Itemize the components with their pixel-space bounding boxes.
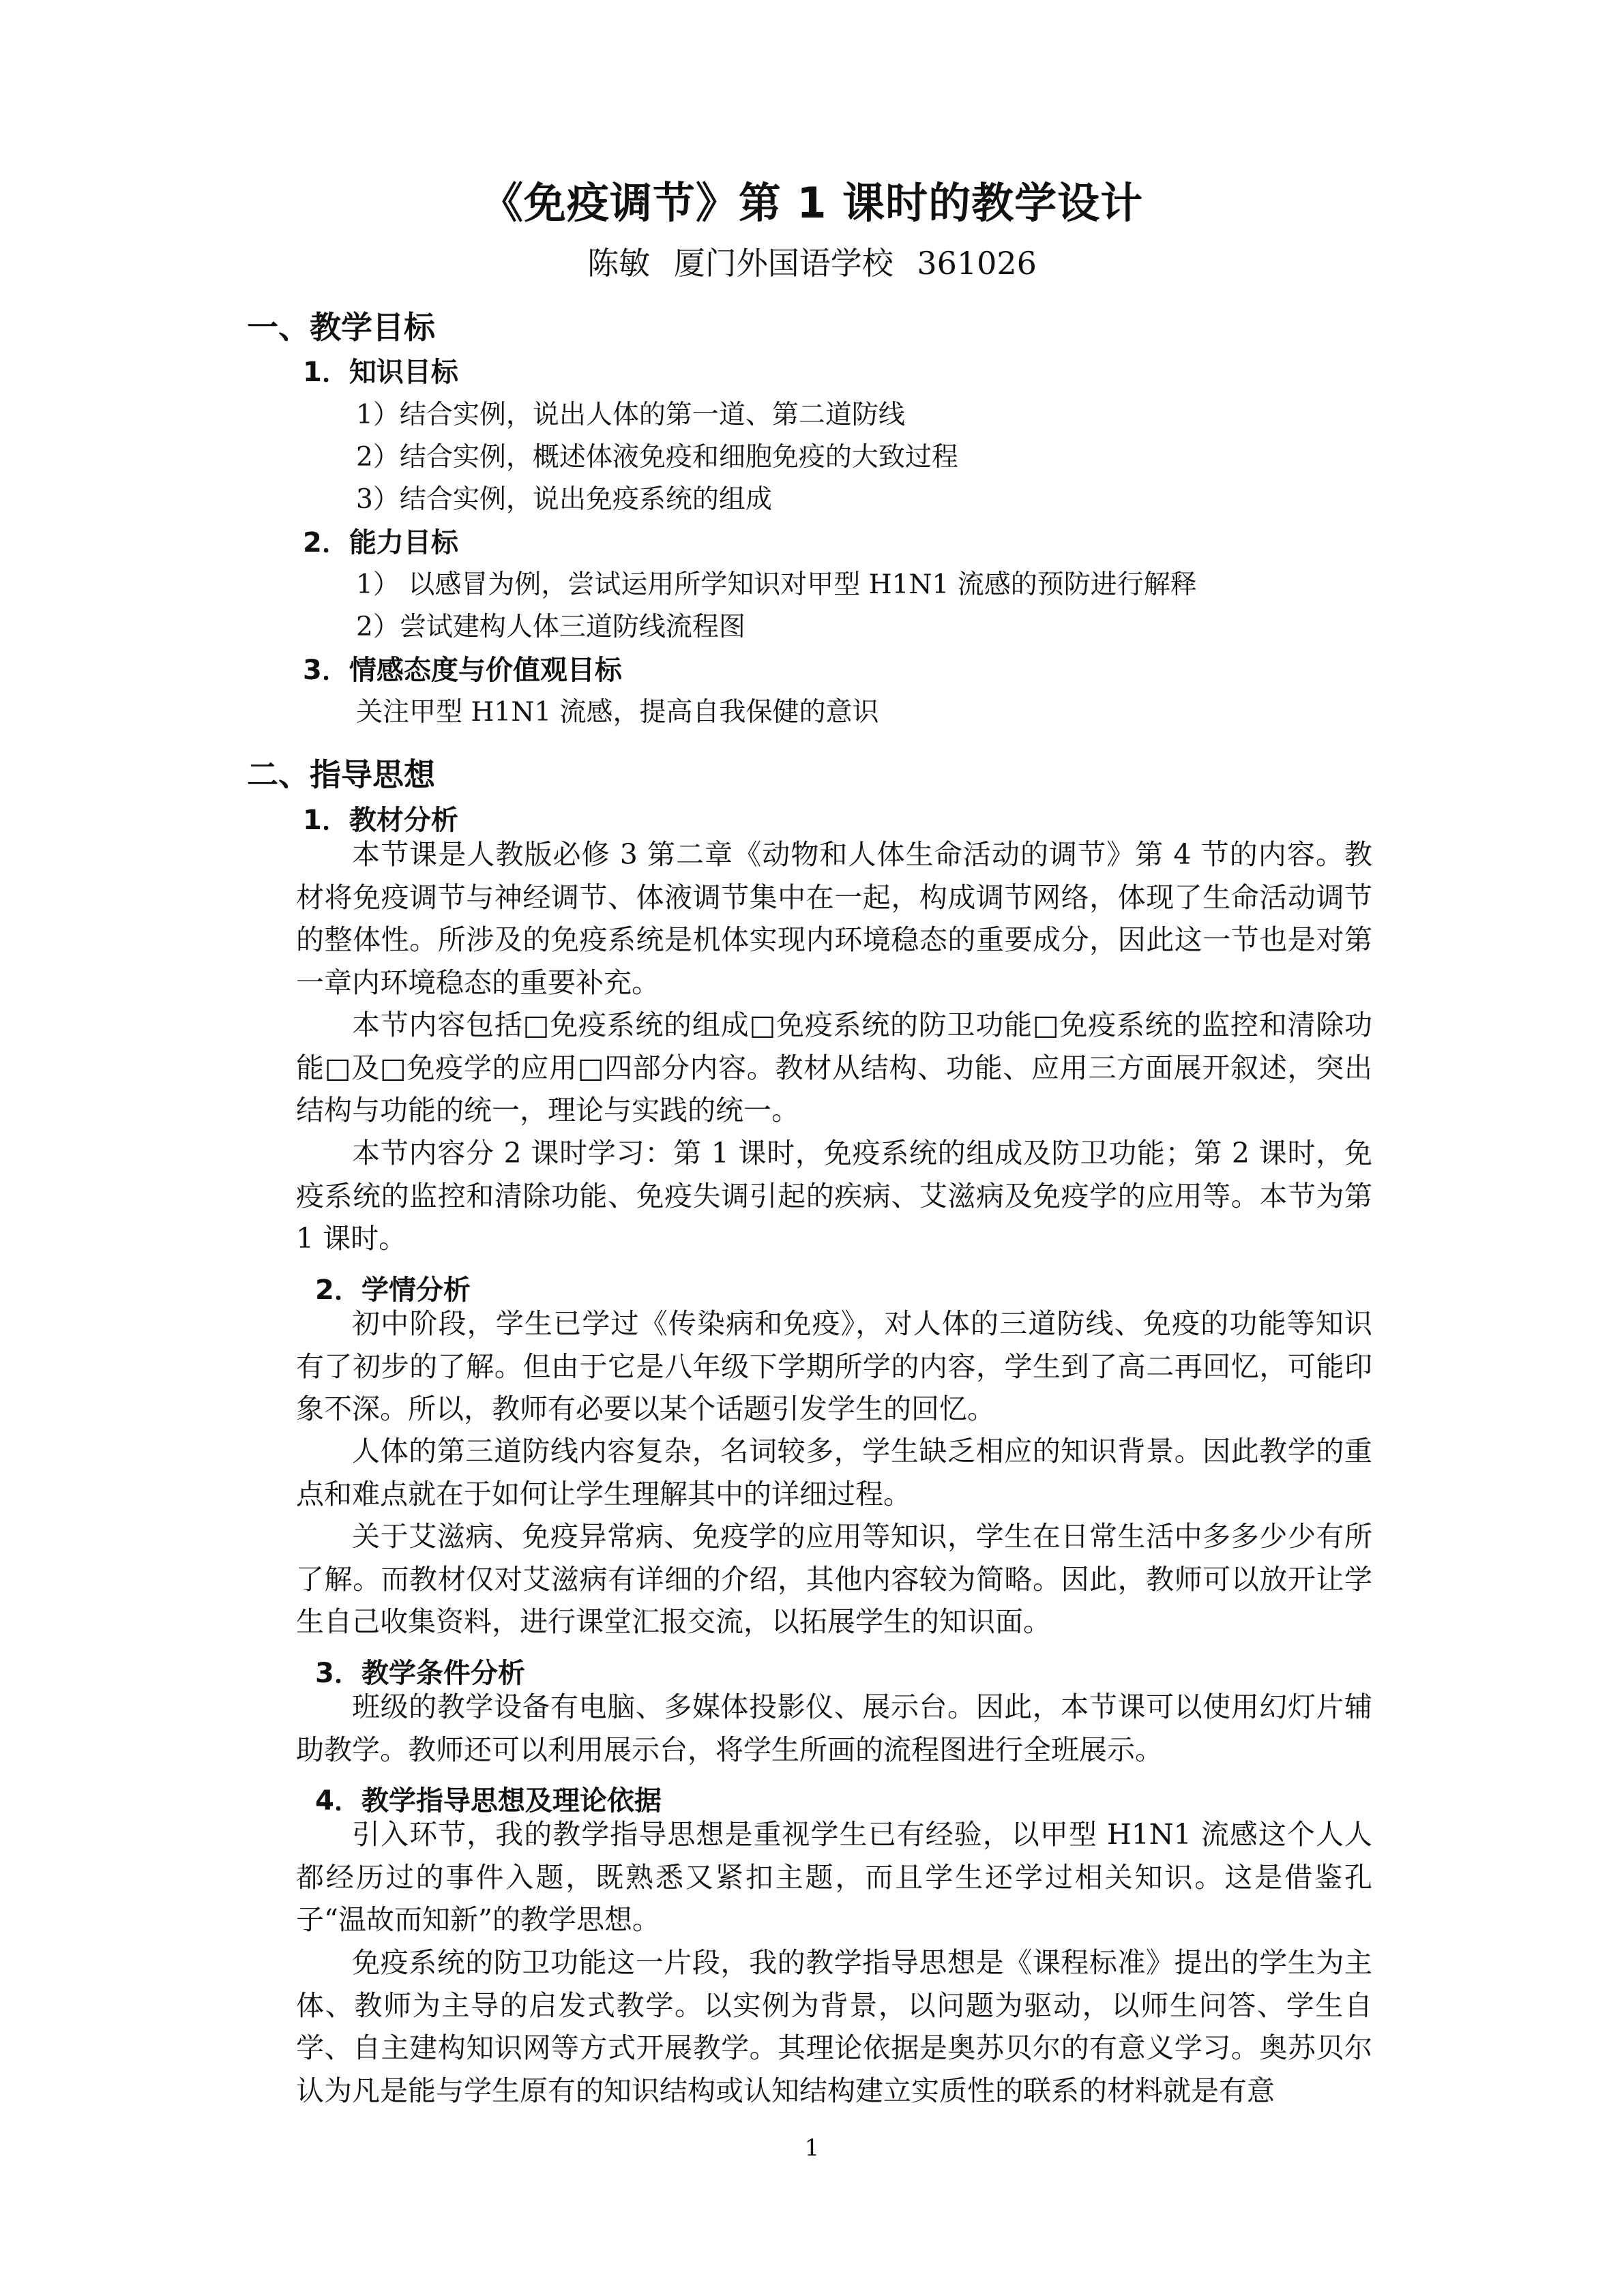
list-item: 1） 以感冒为例，尝试运用所学知识对甲型 H1N1 流感的预防进行解释: [356, 569, 1197, 600]
section-heading-guiding-ideas: 二、指导思想: [247, 756, 435, 793]
body-paragraph: 引入环节，我的教学指导思想是重视学生已有经验，以甲型 H1N1 流感这个人人都经历过的事件入题，既熟悉又紧扣主题，而且学生还学过相关知识。这是借鉴孔子“温故而知新”的教学思想。: [296, 1818, 1372, 1936]
subheading-ability-goals: 2．能力目标: [303, 527, 458, 558]
body-paragraph: 关于艾滋病、免疫异常病、免疫学的应用等知识，学生在日常生活中多多少少有所了解。而教材仅对艾滋病有详细的介绍，其他内容较为简略。因此，教师可以放开让学生自己收集资料，进行课堂汇报交流，以拓展学生的知识面。: [296, 1520, 1372, 1638]
list-item: 2）尝试建构人体三道防线流程图: [356, 612, 745, 642]
subheading-textbook-analysis: 1．教材分析: [303, 805, 458, 836]
author-byline: 陈敏 厦门外国语学校 361026: [587, 245, 1037, 282]
list-item: 2）结合实例，概述体液免疫和细胞免疫的大致过程: [356, 442, 958, 473]
subheading-conditions-analysis: 3．教学条件分析: [315, 1658, 525, 1689]
list-item: 1）结合实例，说出人体的第一道、第二道防线: [356, 400, 905, 430]
list-item: 关注甲型 H1N1 流感，提高自我保健的意识: [356, 697, 879, 728]
list-item: 3）结合实例，说出免疫系统的组成: [356, 484, 772, 515]
body-paragraph: 本节内容包括□免疫系统的组成□免疫系统的防卫功能□免疫系统的监控和清除功能□及□免疫学的应用□四部分内容。教材从结构、功能、应用三方面展开叙述，突出结构与功能的统一，理论与实践的统一。: [296, 1009, 1372, 1127]
body-paragraph: 班级的教学设备有电脑、多媒体投影仪、展示台。因此，本节课可以使用幻灯片辅助教学。教师还可以利用展示台，将学生所画的流程图进行全班展示。: [296, 1690, 1372, 1766]
subheading-student-analysis: 2．学情分析: [315, 1274, 471, 1306]
subheading-guiding-theory: 4．教学指导思想及理论依据: [315, 1785, 662, 1817]
body-paragraph: 人体的第三道防线内容复杂，名词较多，学生缺乏相应的知识背景。因此教学的重点和难点就在于如何让学生理解其中的详细过程。: [296, 1435, 1372, 1510]
subheading-attitude-goals: 3．情感态度与价值观目标: [303, 655, 622, 686]
section-heading-objectives: 一、教学目标: [247, 309, 435, 346]
document-title: 《免疫调节》第 1 课时的教学设计: [480, 178, 1144, 228]
body-paragraph: 本节课是人教版必修 3 第二章《动物和人体生命活动的调节》第 4 节的内容。教材将免疫调节与神经调节、体液调节集中在一起，构成调节网络，体现了生命活动调节的整体性。所涉及的免疫系统是机体实现内环境稳态的重要成分，因此这一节也是对第一章内环境稳态的重要补充。: [296, 838, 1372, 999]
body-paragraph: 本节内容分 2 课时学习：第 1 课时，免疫系统的组成及防卫功能；第 2 课时，免疫系统的监控和清除功能、免疫失调引起的疾病、艾滋病及免疫学的应用等。本节为第 1 课时。: [296, 1137, 1372, 1255]
body-paragraph: 初中阶段，学生已学过《传染病和免疫》，对人体的三道防线、免疫的功能等知识有了初步的了解。但由于它是八年级下学期所学的内容，学生到了高二再回忆，可能印象不深。所以，教师有必要以某个话题引发学生的回忆。: [296, 1307, 1372, 1425]
subheading-knowledge-goals: 1．知识目标: [303, 357, 458, 388]
page-number: 1: [804, 2134, 820, 2162]
body-paragraph: 免疫系统的防卫功能这一片段，我的教学指导思想是《课程标准》提出的学生为主体、教师为主导的启发式教学。以实例为背景，以问题为驱动，以师生问答、学生自学、自主建构知识网等方式开展教学。其理论依据是奥苏贝尔的有意义学习。奥苏贝尔认为凡是能与学生原有的知识结构或认知结构建立实质性的联系的材料就是有意: [296, 1946, 1372, 2107]
